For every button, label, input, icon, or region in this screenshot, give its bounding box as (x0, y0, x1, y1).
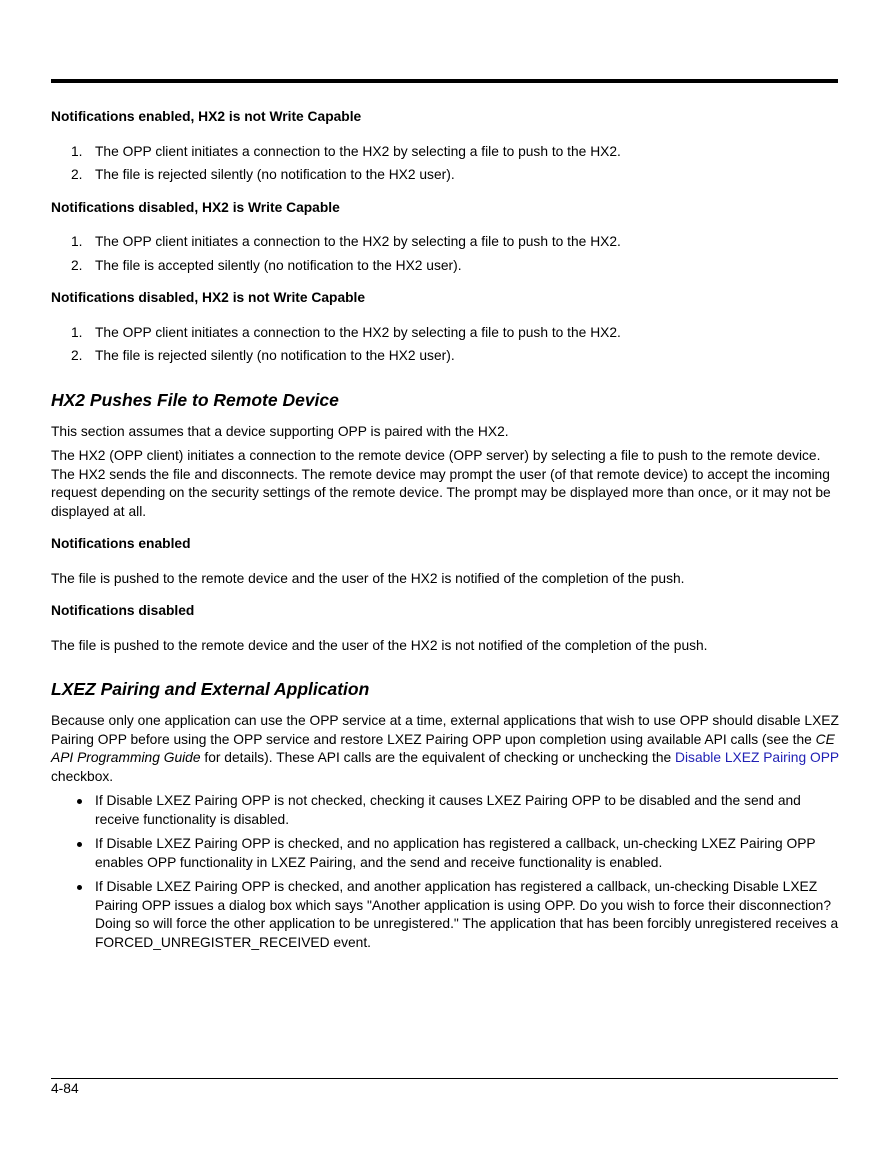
list-item (51, 347, 841, 366)
lxez-section-title: LXEZ Pairing and External Application (51, 679, 370, 699)
list-item (51, 835, 841, 872)
step-text: The file is accepted silently (no notification to the HX2 user). (95, 257, 462, 273)
step-text: The file is rejected silently (no notification to the HX2 user). (95, 348, 455, 363)
list-item (51, 166, 841, 185)
list-item (51, 878, 841, 952)
step-text: The OPP client initiates a connection to the HX2 by selecting a file to push to the HX2. (95, 234, 621, 249)
list-item (51, 233, 841, 252)
api-guide-title: CE API Programming Guide (51, 731, 835, 765)
subsection-heading-2: Notifications disabled, HX2 is Write Capable (51, 199, 340, 215)
lxez-paragraph-part3: checkbox. (51, 768, 114, 784)
header-rule (51, 79, 838, 83)
steps-list-3 (51, 324, 841, 366)
list-item (51, 143, 841, 162)
notifications-disabled-heading: Notifications disabled (51, 603, 195, 618)
lxez-paragraph (51, 712, 841, 786)
step-number: 2. (71, 167, 83, 182)
lxez-bullet-list (51, 792, 841, 952)
step-number: 2. (71, 257, 83, 273)
bullet-icon (77, 885, 82, 890)
notifications-enabled-text: The file is pushed to the remote device and the user of the HX2 is notified of the completion of the push. (51, 570, 685, 586)
bullet-icon (77, 842, 82, 847)
lxez-paragraph-part2: for details). These API calls are the equivalent of checking or unchecking the (200, 750, 676, 765)
step-text: The file is rejected silently (no notification to the HX2 user). (95, 167, 455, 182)
step-text: The OPP client initiates a connection to the HX2 by selecting a file to push to the HX2. (95, 143, 621, 159)
list-item (51, 792, 841, 829)
bullet-icon (77, 799, 82, 804)
step-number: 2. (71, 348, 83, 363)
steps-list-2 (51, 233, 841, 275)
disable-lxez-pairing-opp-link[interactable]: Disable LXEZ Pairing OPP (675, 750, 839, 765)
bullet-text: If Disable LXEZ Pairing OPP is not checked, checking it causes LXEZ Pairing OPP to be disabled and the send and receive functionality is disabled. (95, 793, 801, 827)
push-section-title: HX2 Pushes File to Remote Device (51, 389, 339, 410)
bullet-text: If Disable LXEZ Pairing OPP is checked, and no application has registered a callback, un-checking LXEZ Pairing OPP enables OPP functionality in LXEZ Pairing, and the send and receive functionality is enabled. (95, 836, 816, 870)
steps-list-1 (51, 143, 841, 185)
subsection-heading-1: Notifications enabled, HX2 is not Write Capable (51, 109, 362, 124)
list-item (51, 257, 841, 276)
list-item (51, 324, 841, 343)
notifications-enabled-heading: Notifications enabled (51, 536, 191, 551)
subsection-heading-3: Notifications disabled, HX2 is not Write Capable (51, 290, 366, 305)
push-section-intro: This section assumes that a device supporting OPP is paired with the HX2. (51, 423, 509, 439)
footer-rule (51, 1078, 838, 1079)
lxez-paragraph-part1: Because only one application can use the OPP service at a time, external applications that wish to use OPP should disable LXEZ Pairing OPP before using the OPP service and restore LXEZ Pairing OPP upon completion using available API calls (see the (51, 713, 839, 747)
step-number: 1. (71, 143, 83, 159)
step-number: 1. (71, 324, 83, 340)
step-text: The OPP client initiates a connection to the HX2 by selecting a file to push to the HX2. (95, 324, 621, 340)
notifications-disabled-text: The file is pushed to the remote device and the user of the HX2 is not notified of the completion of the push. (51, 637, 708, 653)
page-content (51, 108, 841, 952)
push-section-body: The HX2 (OPP client) initiates a connection to the remote device (OPP server) by selecting a file to push to the remote device. The HX2 sends the file and disconnects. The remote device may prompt the user (of that remote device) to accept the incoming request depending on the security settings of the remote device. The prompt may be displayed more than once, or it may not be displayed at all. (51, 448, 831, 519)
bullet-text: If Disable LXEZ Pairing OPP is checked, and another application has registered a callback, un-checking Disable LXEZ Pairing OPP issues a dialog box which says "Another application is using OPP. Do you wish to force their disconnection? Doing so will force the other application to be unregistered." The application that has been forcibly unregistered receives a FORCED_UNREGISTER_RECEIVED event. (95, 879, 839, 950)
page-number: 4-84 (51, 1081, 79, 1096)
step-number: 1. (71, 234, 83, 249)
